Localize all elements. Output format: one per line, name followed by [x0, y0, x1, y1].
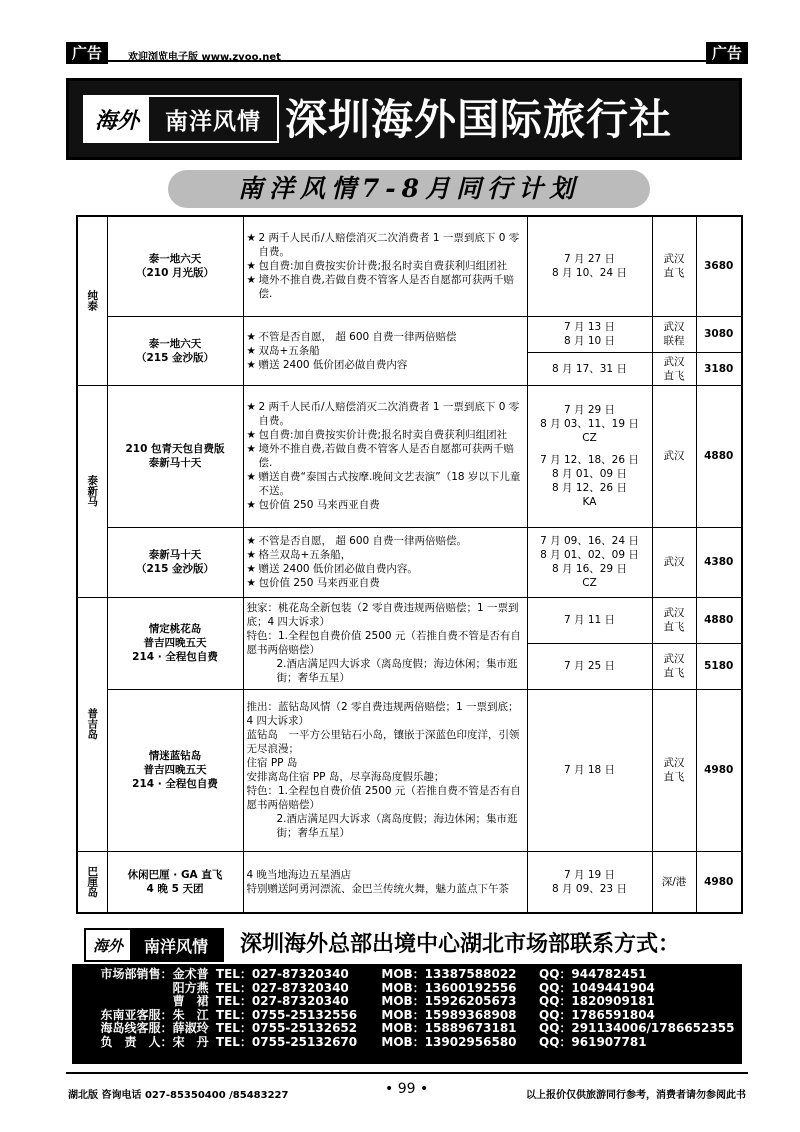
- detail-text: 住宿 PP 岛: [246, 757, 298, 769]
- star-icon: ★: [246, 471, 256, 483]
- tour-name: [107, 527, 243, 597]
- logo-left-text: 海外: [92, 936, 123, 955]
- date-line: 8 月 09、23 日: [552, 882, 627, 895]
- date-line: 7 月 27 日: [563, 253, 616, 266]
- departure-city: [652, 352, 696, 385]
- tour-dates: [527, 851, 652, 913]
- table-row: [77, 385, 742, 527]
- tour-name: [107, 216, 243, 316]
- city-line: 直飞: [663, 267, 685, 280]
- tour-name-line: 普吉四晚五天: [143, 637, 207, 649]
- date-line: 7 月 13 日: [563, 321, 616, 333]
- tour-name: [107, 385, 243, 527]
- spacer: [531, 445, 649, 453]
- tour-dates: [527, 316, 652, 352]
- date-line: 8 月 10、24 日: [552, 267, 627, 280]
- tour-details: [243, 851, 527, 913]
- date-line: 8 月 10 日: [563, 335, 616, 347]
- ad-label-right: 广告: [706, 42, 748, 64]
- brand-logo: [83, 95, 279, 143]
- region-label: 普吉岛: [77, 597, 107, 851]
- tour-name-line: （210 月光版）: [135, 267, 215, 280]
- tour-details: [243, 216, 527, 316]
- tour-name: [107, 316, 243, 385]
- contact-qq: QQ：1820909181: [539, 994, 655, 1009]
- city-line: 直飞: [663, 771, 685, 783]
- tour-name-line: 泰新马十天: [148, 549, 202, 561]
- tour-name-line: 休闲巴厘 · GA 直飞: [127, 868, 223, 881]
- tour-name-line: （215 金沙版）: [135, 563, 215, 575]
- city-line: 联程: [663, 335, 685, 347]
- region-label: 巴厘岛: [77, 851, 107, 913]
- city-line: 直飞: [663, 667, 685, 679]
- contact-tel: TEL：027-87320340: [215, 967, 349, 981]
- tour-price: 3680: [696, 216, 742, 316]
- star-icon: ★: [246, 443, 256, 455]
- departure-city: [652, 643, 696, 689]
- tour-dates: [527, 352, 652, 385]
- contact-row: [78, 1022, 736, 1036]
- detail-text: 赠送 2400 低价团必做自费内容。: [258, 563, 418, 575]
- star-icon: ★: [246, 344, 256, 357]
- contact-title: 深圳海外总部出境中心湖北市场部联系方式：: [240, 931, 681, 957]
- detail-text: 境外不推自费,若做自费不管客人是否自愿都可获两千赔偿.: [258, 443, 514, 469]
- tour-name-line: 泰新马十天: [148, 457, 202, 469]
- departure-city: 深/港: [652, 851, 696, 913]
- contact-row: [78, 1036, 736, 1050]
- detail-text: 特色：1.全程包自费价值 2500 元（若推自费不管是否有自愿书两倍赔偿）: [246, 630, 521, 656]
- contact-name: 朱 江: [172, 1007, 209, 1022]
- date-line: 8 月 01、02、09 日: [540, 549, 639, 561]
- logo-left-text: 海外: [85, 97, 149, 141]
- contact-mob: MOB：13600192556: [381, 980, 517, 995]
- contact-tel: TEL：0755-25132556: [215, 1007, 358, 1022]
- detail-text: 2 两千人民币/人赔偿消灭二次消费者 1 一票到底下 0 零自费。: [258, 232, 520, 259]
- contact-qq: QQ：961907781: [539, 1034, 647, 1049]
- city-line: 武汉: [663, 607, 685, 619]
- detail-text: 特色：1.全程包自费价值 2500 元（若推自费不管是否有自愿书两倍赔偿）: [246, 785, 521, 811]
- date-line: 7 月 29 日: [563, 404, 616, 416]
- tour-price: 4980: [696, 689, 742, 851]
- tour-dates: 7 月 18 日: [527, 689, 652, 851]
- tour-price: 4980: [696, 851, 742, 913]
- date-line: 8 月 16、29 日: [552, 563, 627, 575]
- contact-role: 东南亚客服：: [100, 1007, 173, 1022]
- star-icon: ★: [246, 577, 256, 589]
- tour-name-line: 210 包青天包自费版: [125, 443, 225, 455]
- city-line: 武汉: [663, 757, 685, 769]
- detail-text: 赠送自费“泰国古式按摩.晚间文艺表演”（18 岁以下儿童不送。: [258, 471, 521, 497]
- detail-text: 4 晚当地海边五星酒店: [246, 868, 352, 881]
- table-row: [77, 689, 742, 851]
- star-icon: ★: [246, 535, 256, 547]
- star-icon: ★: [246, 429, 256, 441]
- contact-role: 海岛线客服：: [100, 1021, 173, 1036]
- star-icon: ★: [246, 563, 256, 575]
- tour-dates: [527, 385, 652, 527]
- contact-name: 金术普: [172, 967, 209, 981]
- star-icon: ★: [246, 274, 256, 287]
- contact-tel: TEL：027-87320340: [215, 980, 349, 995]
- contact-row: [78, 968, 736, 982]
- airline-code: CZ: [582, 577, 597, 589]
- tour-details: [243, 597, 527, 689]
- detail-text: 双岛+五条船: [258, 344, 320, 357]
- tour-name-line: 普吉四晚五天: [143, 764, 207, 776]
- ad-label-left: 广告: [66, 42, 108, 64]
- agency-name: 深圳海外国际旅行社: [285, 95, 673, 144]
- star-icon: ★: [246, 232, 256, 245]
- tour-price: 5180: [696, 643, 742, 689]
- contact-tel: TEL：0755-25132670: [215, 1034, 358, 1049]
- tour-name-line: 214 · 全程包自费: [132, 651, 218, 663]
- detail-text: 2 两千人民币/人赔偿消灭二次消费者 1 一票到底下 0 零自费。: [258, 401, 520, 427]
- logo-right-text: 南洋风情: [130, 930, 222, 960]
- table-row: [77, 851, 742, 913]
- contact-tel: TEL：0755-25132652: [215, 1021, 358, 1036]
- detail-text: 赠送 2400 低价团必做自费内容: [258, 358, 408, 371]
- contact-name: 阳方燕: [172, 980, 209, 995]
- footer-contact: 湖北版 咨询电话 027-85350400 /85483227: [68, 1090, 289, 1101]
- tour-name-line: 情迷蓝钻岛: [148, 750, 202, 762]
- detail-text: 独家：桃花岛全新包装（2 零自费违规两倍赔偿；1 一票到底；4 四大诉求）: [246, 602, 519, 628]
- tour-price: 3180: [696, 352, 742, 385]
- contact-role: 市场部销售：: [100, 967, 173, 981]
- city-line: 武汉: [663, 653, 685, 665]
- airline-code: CZ: [582, 432, 597, 444]
- detail-text: 特别赠送阿勇河漂流、金巴兰传统火舞，魅力蓝点下午茶: [246, 882, 509, 895]
- departure-city: [652, 597, 696, 643]
- detail-text: 包价值 250 马来西亚自费: [258, 499, 380, 511]
- agency-banner: [66, 78, 742, 160]
- contact-mob: MOB：15926205673: [381, 994, 517, 1009]
- city-line: 武汉: [663, 321, 685, 333]
- date-line: 7 月 09、16、24 日: [540, 535, 639, 547]
- logo-right-text: 南洋风情: [165, 107, 261, 135]
- detail-text: 格兰双岛+五条船，: [258, 549, 352, 561]
- plan-title: 南洋风情7-8月同行计划: [168, 170, 650, 208]
- contact-mob: MOB：15889673181: [381, 1021, 517, 1036]
- departure-city: 武汉: [652, 527, 696, 597]
- tour-price: 4880: [696, 385, 742, 527]
- tour-name-line: 4 晚 5 天团: [146, 882, 204, 895]
- table-row: [77, 597, 742, 643]
- star-icon: ★: [246, 358, 256, 371]
- city-line: 直飞: [663, 369, 685, 382]
- region-label: 纯泰: [77, 216, 107, 385]
- tour-name: [107, 689, 243, 851]
- date-line: 8 月 01、09 日: [552, 468, 627, 480]
- contact-mob: MOB：13902956580: [381, 1034, 517, 1049]
- airline-code: KA: [582, 496, 597, 508]
- detail-text: 2.酒店满足四大诉求（离岛度假；海边休闲；集市逛街；奢华五星）: [276, 813, 518, 839]
- page-number: • 99 •: [385, 1081, 429, 1097]
- detail-text: 安排离岛住宿 PP 岛，尽享海岛度假乐趣；: [246, 771, 445, 783]
- detail-text: 不管是否自愿， 超 600 自费一律两倍赔偿。: [258, 535, 468, 547]
- contact-qq: QQ：1049441904: [539, 980, 655, 995]
- tour-details: [243, 527, 527, 597]
- contact-qq: QQ：944782451: [539, 967, 647, 981]
- tour-name-line: （215 金沙版）: [135, 351, 215, 364]
- departure-city: [652, 216, 696, 316]
- contact-role: 负 责 人：: [100, 1034, 173, 1049]
- table-row: [77, 216, 742, 316]
- city-line: 直飞: [663, 621, 685, 633]
- date-line: 7 月 12、18、26 日: [540, 454, 639, 466]
- contact-qq: QQ：291134006/1786652355: [539, 1021, 735, 1036]
- date-line: 8 月 03、11、19 日: [540, 418, 639, 430]
- contact-qq: QQ：1786591804: [539, 1007, 655, 1022]
- tour-details: [243, 316, 527, 385]
- tour-name-line: 214 · 全程包自费: [132, 778, 218, 790]
- tour-price: 4880: [696, 597, 742, 643]
- detail-text: 推出：蓝钻岛风情（2 零自费违规两倍赔偿；1 一票到底；4 四大诉求）: [246, 701, 519, 727]
- departure-city: 武汉: [652, 385, 696, 527]
- detail-text: 包自费:加自费按实价计费;报名时卖自费获利归组团社: [258, 260, 508, 273]
- footer-disclaimer: 以上报价仅供旅游同行参考，消费者请勿参阅此书: [526, 1090, 746, 1101]
- tour-details: [243, 385, 527, 527]
- contact-mob: MOB：13387588022: [381, 967, 517, 981]
- region-label: 泰新马: [77, 385, 107, 597]
- contact-role: [78, 995, 173, 1009]
- tour-dates: [527, 527, 652, 597]
- detail-text: 蓝钻岛 一平方公里钻石小岛，镶嵌于深蓝色印度洋，引领无尽浪漫；: [246, 729, 520, 755]
- star-icon: ★: [246, 260, 256, 273]
- tour-dates: 7 月 11 日: [527, 597, 652, 643]
- contact-name: 宋 丹: [172, 1034, 209, 1049]
- contact-name: 曹 裙: [172, 994, 209, 1009]
- contact-mob: MOB：15989368908: [381, 1007, 517, 1022]
- star-icon: ★: [246, 499, 256, 511]
- tour-name: [107, 597, 243, 689]
- contact-table: [72, 964, 742, 1064]
- departure-city: [652, 316, 696, 352]
- detail-text: 包自费:加自费按实价计费;报名时卖自费获利归组团社: [258, 429, 508, 441]
- tour-price: 3080: [696, 316, 742, 352]
- top-divider: [66, 60, 748, 62]
- table-row: [77, 316, 742, 352]
- city-line: 武汉: [663, 355, 685, 368]
- star-icon: ★: [246, 330, 256, 343]
- bottom-divider: [66, 1072, 748, 1074]
- detail-text: 包价值 250 马来西亚自费: [258, 577, 380, 589]
- tour-details: [243, 689, 527, 851]
- detail-text: 2.酒店满足四大诉求（离岛度假；海边休闲；集市逛街；奢华五星）: [276, 658, 518, 684]
- contact-tel: TEL：027-87320340: [215, 994, 349, 1009]
- star-icon: ★: [246, 401, 256, 413]
- tour-price: 4380: [696, 527, 742, 597]
- date-line: 8 月 12、26 日: [552, 482, 627, 494]
- tour-dates: [527, 216, 652, 316]
- detail-text: 不管是否自愿， 超 600 自费一律两倍赔偿: [258, 330, 457, 343]
- detail-text: 境外不推自费,若做自费不管客人是否自愿都可获两千赔偿.: [258, 274, 514, 301]
- schedule-table: [76, 215, 743, 914]
- tour-name-line: 泰一地六天: [148, 253, 202, 266]
- date-line: 8 月 17、31 日: [552, 362, 627, 375]
- date-line: 7 月 19 日: [563, 868, 616, 881]
- contact-row: [78, 995, 736, 1009]
- contact-logo: [84, 928, 224, 962]
- tour-name-line: 泰一地六天: [148, 337, 202, 350]
- star-icon: ★: [246, 549, 256, 561]
- departure-city: [652, 689, 696, 851]
- tour-name-line: 情定桃花岛: [148, 623, 202, 635]
- tour-dates: 7 月 25 日: [527, 643, 652, 689]
- contact-name: 薛淑玲: [172, 1021, 209, 1036]
- table-row: [77, 527, 742, 597]
- contact-role: [78, 982, 173, 996]
- site-text: 欢迎浏览电子版 www.zyoo.net: [128, 52, 281, 63]
- city-line: 武汉: [663, 253, 685, 266]
- tour-name: [107, 851, 243, 913]
